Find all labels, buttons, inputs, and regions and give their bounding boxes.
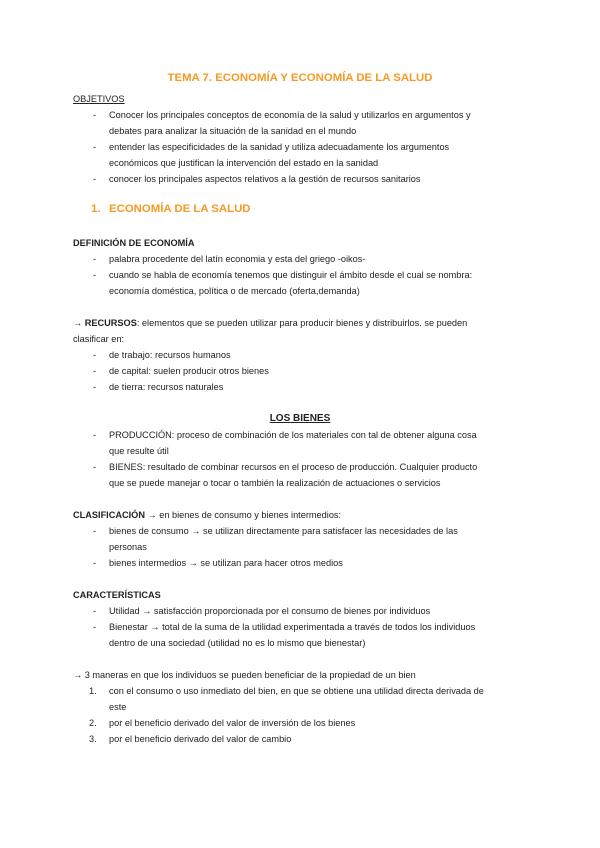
list-item bbox=[0, 459, 600, 475]
list-item-text: Conocer los principales conceptos de economía de la salud y utilizarlos en argumentos y bbox=[109, 110, 471, 120]
list-item-text: economía doméstica, política o de mercado (oferta,demanda) bbox=[109, 286, 360, 296]
bullet-dash: - bbox=[93, 350, 97, 360]
item-number: 2. bbox=[89, 718, 97, 728]
section-number: 1. bbox=[91, 203, 101, 215]
clasificacion-label: CLASIFICACIÓN bbox=[73, 510, 145, 520]
list-item-text: económicos que justifican la intervención del estado en la sanidad bbox=[109, 158, 379, 168]
bullet-dash: - bbox=[93, 462, 97, 472]
list-item-text: Bienestar → total de la suma de la utilidad experimentada a través de todos los individuos bbox=[109, 622, 476, 632]
bullet-dash: - bbox=[93, 526, 97, 536]
list-item bbox=[0, 107, 600, 123]
list-item-text: por el beneficio derivado del valor de cambio bbox=[109, 734, 292, 744]
list-item-text: debates para analizar la situación de la sanidad en el mundo bbox=[109, 126, 357, 136]
bullet-dash: - bbox=[93, 430, 97, 440]
definicion-heading: DEFINICIÓN DE ECONOMÍA bbox=[73, 238, 195, 248]
list-item bbox=[0, 619, 600, 635]
list-item-text: por el beneficio derivado del valor de inversión de los bienes bbox=[109, 718, 356, 728]
list-item-text: dentro de una sociedad (utilidad no es lo mismo que bienestar) bbox=[109, 638, 366, 648]
list-item-text: PRODUCCIÓN: proceso de combinación de los materiales con tal de obtener alguna cosa bbox=[109, 430, 477, 440]
list-item-text: que se puede manejar o tocar o también la realización de actuaciones o servicios bbox=[109, 478, 441, 488]
list-item bbox=[0, 555, 600, 571]
list-item bbox=[0, 427, 600, 443]
page-title: TEMA 7. ECONOMÍA Y ECONOMÍA DE LA SALUD bbox=[167, 72, 433, 84]
list-item-text: de tierra: recursos naturales bbox=[109, 382, 224, 392]
clasificacion-paragraph bbox=[73, 507, 341, 523]
list-item-text: personas bbox=[109, 542, 147, 552]
bullet-dash: - bbox=[93, 142, 97, 152]
recursos-text-cont: clasificar en: bbox=[73, 334, 125, 344]
list-item bbox=[0, 379, 600, 395]
clasificacion-text: → en bienes de consumo y bienes intermedios: bbox=[144, 510, 342, 520]
list-item bbox=[0, 347, 600, 363]
list-item bbox=[0, 139, 600, 155]
bullet-dash: - bbox=[93, 366, 97, 376]
caracteristicas-heading: CARACTERÍSTICAS bbox=[73, 590, 161, 600]
list-item-text: que resulte útil bbox=[109, 446, 169, 456]
bullet-dash: - bbox=[93, 558, 97, 568]
bullet-dash: - bbox=[93, 606, 97, 616]
recursos-text: : elementos que se pueden utilizar para producir bienes y distribuirlos. se pueden bbox=[136, 318, 468, 328]
numbered-item bbox=[0, 715, 600, 731]
bullet-dash: - bbox=[93, 174, 97, 184]
item-number: 1. bbox=[89, 686, 97, 696]
list-item-text: palabra procedente del latín economia y esta del griego -oikos- bbox=[109, 254, 366, 264]
list-item-text: entender las especificidades de la sanidad y utiliza adecuadamente los argumentos bbox=[109, 142, 450, 152]
list-item-text: conocer los principales aspectos relativos a la gestión de recursos sanitarios bbox=[109, 174, 421, 184]
maneras-intro: → 3 maneras en que los individuos se pueden beneficiar de la propiedad de un bien bbox=[73, 670, 416, 680]
bienes-heading: LOS BIENES bbox=[269, 413, 331, 424]
list-item-text: con el consumo o uso inmediato del bien, en que se obtiene una utilidad directa derivada de bbox=[109, 686, 484, 696]
list-item-text: este bbox=[109, 702, 127, 712]
list-item-text: bienes de consumo → se utilizan directamente para satisfacer las necesidades de las bbox=[109, 526, 458, 536]
list-item-text: Utilidad → satisfacción proporcionada por el consumo de bienes por individuos bbox=[109, 606, 431, 616]
list-item-text: de capital: suelen producir otros bienes bbox=[109, 366, 269, 376]
bullet-dash: - bbox=[93, 110, 97, 120]
list-item bbox=[0, 171, 600, 187]
recursos-label: RECURSOS bbox=[84, 318, 137, 328]
numbered-item bbox=[0, 731, 600, 747]
list-item bbox=[0, 523, 600, 539]
list-item bbox=[0, 603, 600, 619]
numbered-item bbox=[0, 683, 600, 699]
bullet-dash: - bbox=[93, 382, 97, 392]
list-item bbox=[0, 251, 600, 267]
bullet-dash: - bbox=[93, 622, 97, 632]
item-number: 3. bbox=[89, 734, 97, 744]
list-item-text: BIENES: resultado de combinar recursos en el proceso de producción. Cualquier producto bbox=[109, 462, 478, 472]
recursos-paragraph bbox=[73, 315, 467, 331]
section-title: ECONOMÍA DE LA SALUD bbox=[109, 203, 251, 215]
list-item bbox=[0, 363, 600, 379]
bullet-dash: - bbox=[93, 270, 97, 280]
list-item-text: bienes intermedios → se utilizan para hacer otros medios bbox=[109, 558, 343, 568]
list-item-text: cuando se habla de economía tenemos que distinguir el ámbito desde el cual se nombra: bbox=[109, 270, 473, 280]
list-item-text: de trabajo: recursos humanos bbox=[109, 350, 231, 360]
list-item bbox=[0, 267, 600, 283]
bullet-dash: - bbox=[93, 254, 97, 264]
objetivos-heading: OBJETIVOS bbox=[73, 94, 125, 104]
arrow-glyph: → bbox=[73, 318, 83, 328]
